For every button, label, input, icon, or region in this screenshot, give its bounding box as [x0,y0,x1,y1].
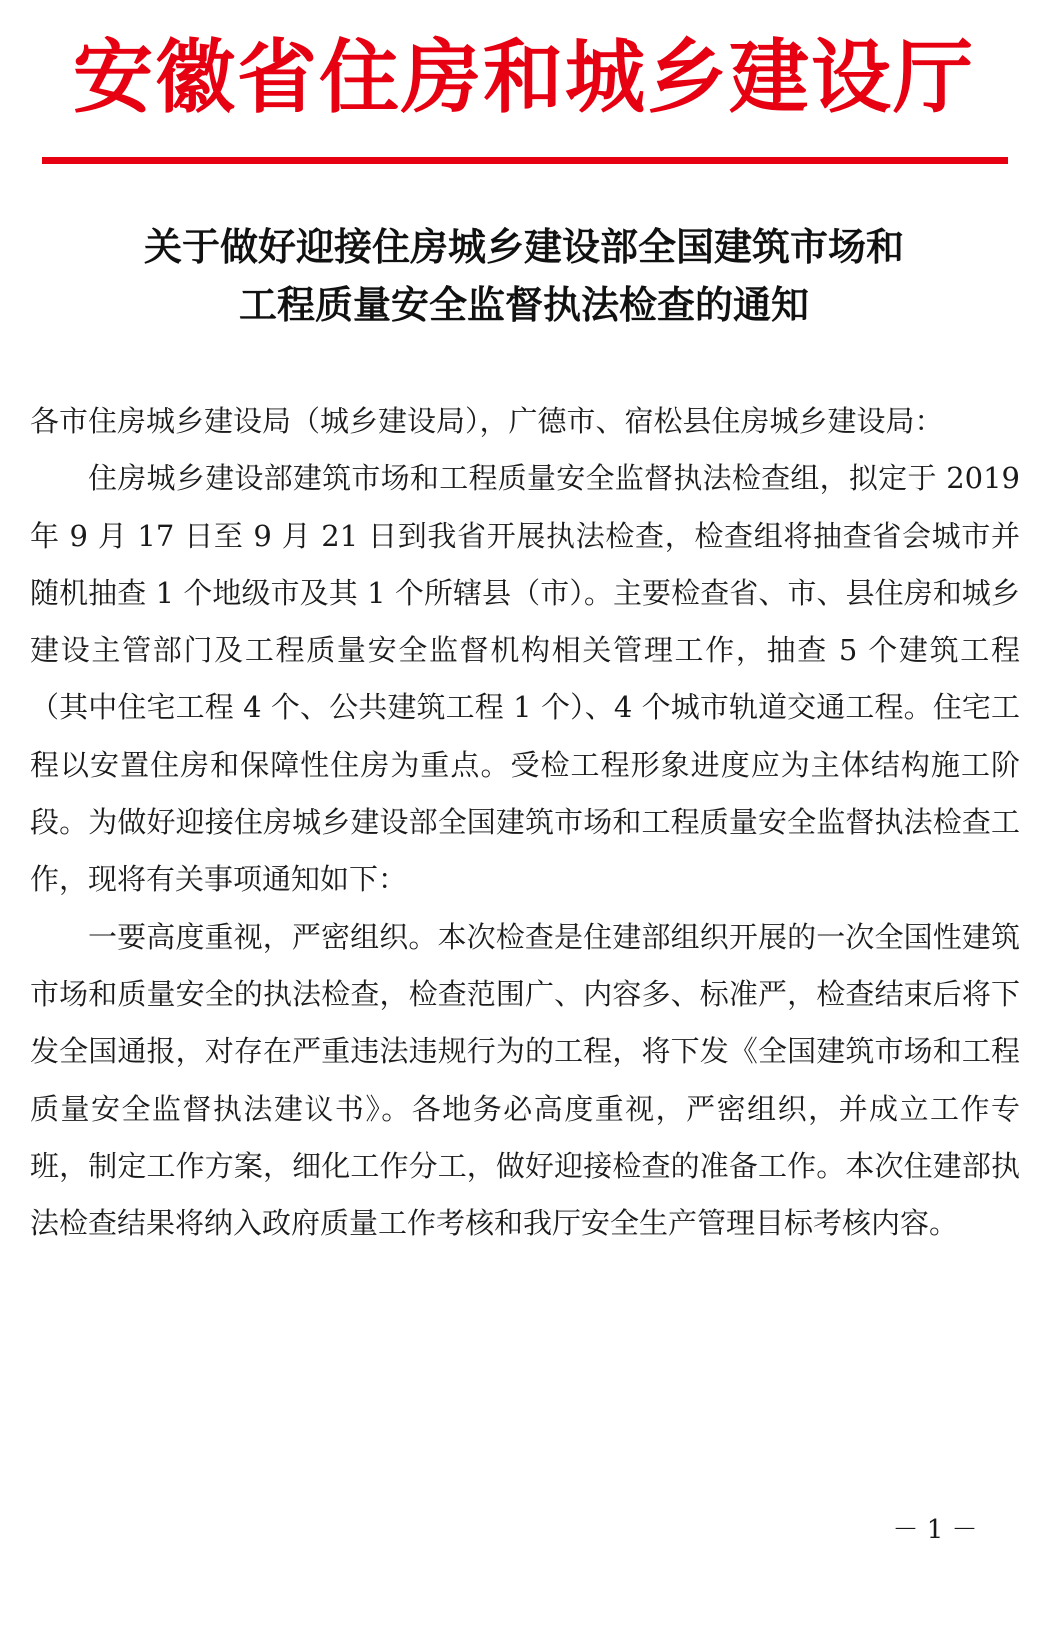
addressee-line: 各市住房城乡建设局（城乡建设局），广德市、宿松县住房城乡建设局： [30,404,944,438]
body-paragraph-1: 住房城乡建设部建筑市场和工程质量安全监督执法检查组，拟定于 2019 年 9 月 17 日至 9 月 21 日到我省开展执法检查，检查组将抽查省会城市并随机抽查 1 个地级市及其 1 个所辖县（市）。主要检查省、市、县住房和城乡建设主管部门及工程质量安全监督机构相关管理工作，抽查 5 个建筑工程（其中住宅工程 4 个、公共建筑工程 1 个）、4 个城市轨道交通工程。住宅工程以安置住房和保障性住房为重点。受检工程形象进度应为主体结构施工阶段。为做好迎接住房城乡建设部全国建筑市场和工程质量安全监督执法检查工作，现将有关事项通知如下： [30,461,1020,897]
page-number: － 1 － [892,1515,978,1545]
document-title-line-1: 关于做好迎接住房城乡建设部全国建筑市场和 [143,225,904,269]
document-body [30,393,1020,1252]
red-divider-rule [42,157,1008,164]
body-paragraph-2: 一要高度重视，严密组织。本次检查是住建部组织开展的一次全国性建筑市场和质量安全的执法检查，检查范围广、内容多、标准严，检查结束后将下发全国通报，对存在严重违法违规行为的工程，将下发《全国建筑市场和工程质量安全监督执法建议书》。各地务必高度重视，严密组织，并成立工作专班，制定工作方案，细化工作分工，做好迎接检查的准备工作。本次住建部执法检查结果将纳入政府质量工作考核和我厅安全生产管理目标考核内容。 [30,919,1020,1241]
issuer-masthead: 安徽省住房和城乡建设厅 [73,31,975,124]
document-title [20,218,1028,334]
document-title-line-2: 工程质量安全监督执法检查的通知 [238,283,809,327]
